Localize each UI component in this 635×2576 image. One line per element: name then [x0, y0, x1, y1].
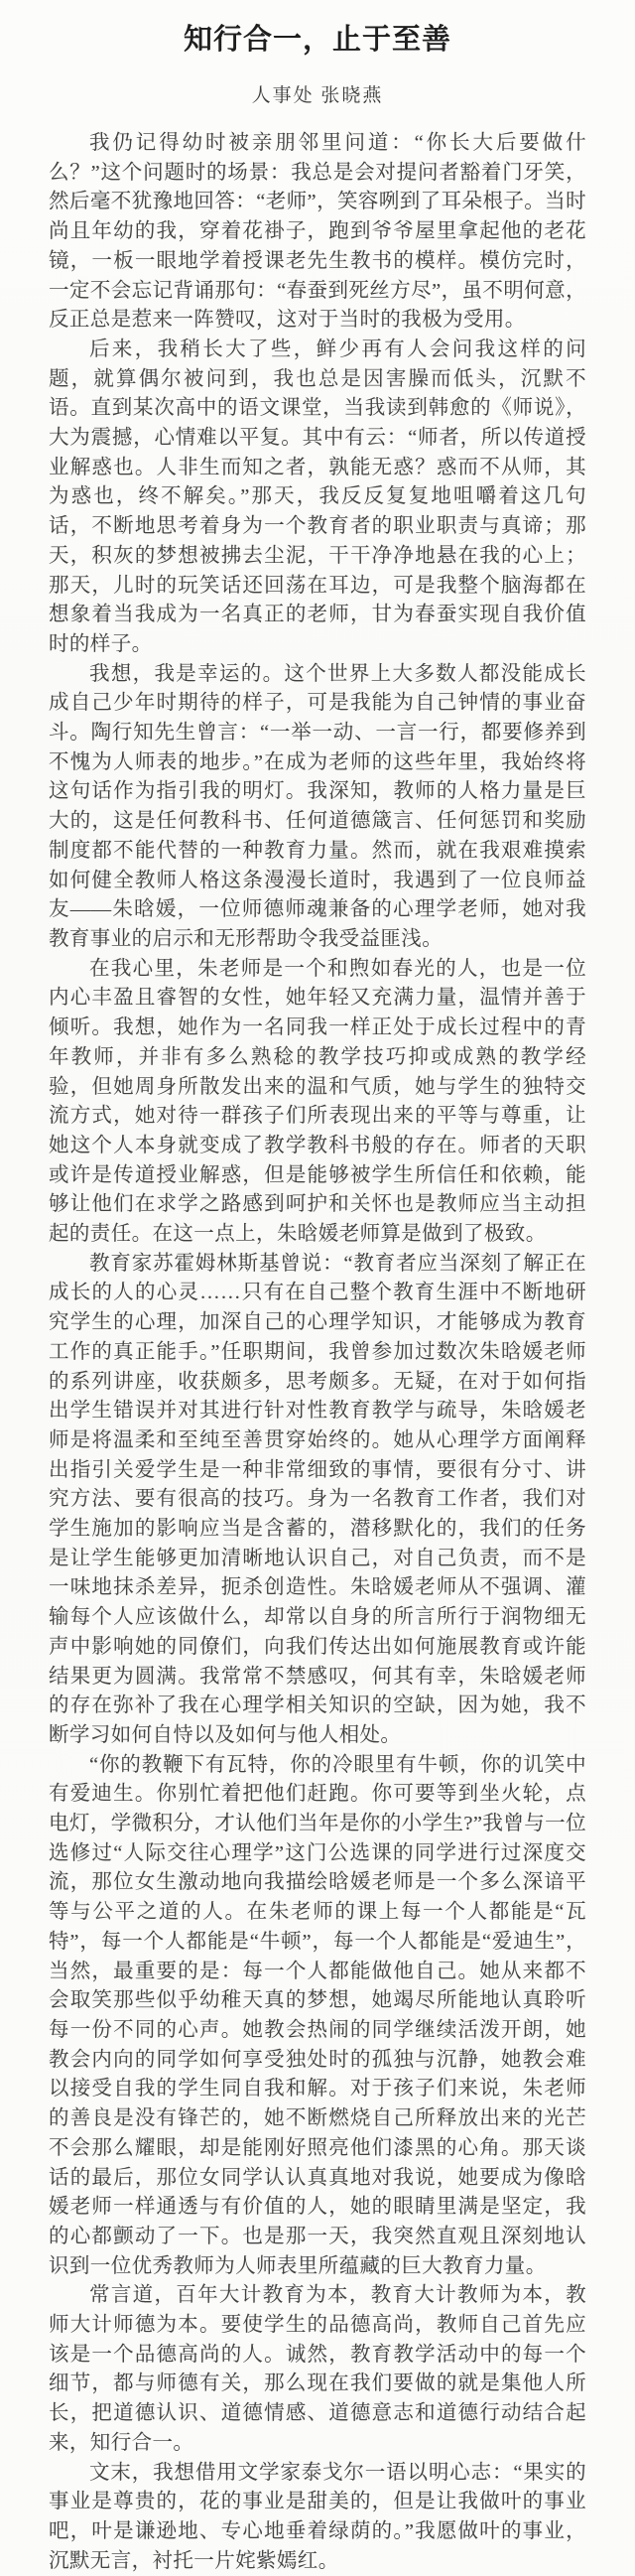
paragraph: 我仍记得幼时被亲朋邻里问道：“你长大后要做什么？”这个问题时的场景：我总是会对提问者豁着门牙笑，然后毫不犹豫地回答：“老师”，笑容咧到了耳朵根子。当时尚且年幼的我，穿着花褂子，跑到爷爷屋里拿起他的老花镜，一板一眼地学着授课老先生教书的模样。模仿完时，一定不会忘记背诵那句：“春蚕到死丝方尽”，虽不明何意，反正总是惹来一阵赞叹，这对于当时的我极为受用。: [49, 132, 586, 332]
paragraph: 后来，我稍长大了些，鲜少再有人会问我这样的问题，就算偶尔被问到，我也总是因害臊而低头，沉默不语。直到某次高中的语文课堂，当我读到韩愈的《师说》，大为震撼，心情难以平复。其中有云：“师者，所以传道授业解惑也。人非生而知之者，孰能无惑？惑而不从师，其为惑也，终不解矣。”那天，我反反复复地咀嚼着这几句话，不断地思考着身为一个教育者的职业职责与真谛；那天，积灰的梦想被拂去尘泥，干干净净地悬在我的心上；那天，儿时的玩笑话还回荡在耳边，可是我整个脑海都在想象着当我成为一名真正的老师，甘为春蚕实现自我价值时的样子。: [49, 338, 586, 655]
paragraph: 文末，我想借用文学家泰戈尔一语以明心志：“果实的事业是尊贵的，花的事业是甜美的，但是让我做叶的事业吧，叶是谦逊地、专心地垂着绿荫的。”我愿做叶的事业，沉默无言，衬托一片姹紫嫣红。: [49, 2461, 586, 2572]
page-title: 知行合一，止于至善: [183, 24, 451, 56]
paragraph: 常言道，百年大计教育为本，教育大计教师为本，教师大计师德为本。要使学生的品德高尚，教师自己首先应该是一个品德高尚的人。诚然，教育教学活动中的每一个细节，都与师德有关，那么现在我们要做的就是集他人所长，把道德认识、道德情感、道德意志和道德行动结合起来，知行合一。: [49, 2284, 586, 2454]
byline: 人事处 张晓燕: [251, 85, 384, 106]
document-body: [49, 129, 586, 2576]
paragraph: 在我心里，朱老师是一个和煦如春光的人，也是一位内心丰盈且睿智的女性，她年轻又充满力量，温情并善于倾听。我想，她作为一名同我一样正处于成长过程中的青年教师，并非有多么熟稔的教学技巧抑或成熟的教学经验，但她周身所散发出来的温和气质，她与学生的独特交流方式，她对待一群孩子们所表现出来的平等与尊重，让她这个人本身就变成了教学教科书般的存在。师者的天职或许是传道授业解惑，但是能够被学生所信任和依赖，能够让他们在求学之路感到呵护和关怀也是教师应当主动担起的责任。在这一点上，朱晗媛老师算是做到了极致。: [49, 957, 586, 1246]
paragraph: 我想，我是幸运的。这个世界上大多数人都没能成长成自己少年时期待的样子，可是我能为自己钟情的事业奋斗。陶行知先生曾言：“一举一动、一言一行，都要修养到不愧为人师表的地步。”在成为老师的这些年里，我始终将这句话作为指引我的明灯。我深知，教师的人格力量是巨大的，这是任何教科书、任何道德箴言、任何惩罚和奖励制度都不能代替的一种教育力量。然而，就在我艰难摸索如何健全教师人格这条漫漫长道时，我遇到了一位良师益友——朱晗媛，一位师德师魂兼备的心理学老师，她对我教育事业的启示和无形帮助令我受益匪浅。: [49, 662, 586, 950]
paragraph: 教育家苏霍姆林斯基曾说：“教育者应当深刻了解正在成长的人的心灵……只有在自己整个教育生涯中不断地研究学生的心理，加深自己的心理学知识，才能够成为教育工作的真正能手。”任职期间，我曾参加过数次朱晗媛老师的系列讲座，收获颇多，思考颇多。无疑，在对于如何指出学生错误并对其进行针对性教育教学与疏导，朱晗媛老师是将温柔和至纯至善贯穿始终的。她从心理学方面阐释出指引关爱学生是一种非常细致的事情，要很有分寸、讲究方法、要有很高的技巧。身为一名教育工作者，我们对学生施加的影响应当是含蓄的，潜移默化的，我们的任务是让学生能够更加清晰地认识自己，对自己负责，而不是一味地抹杀差异，扼杀创造性。朱晗媛老师从不强调、灌输每个人应该做什么，却常以自身的所言所行于润物细无声中影响她的同僚们，向我们传达出如何施展教育或许能结果更为圆满。我常常不禁感叹，何其有幸，朱晗媛老师的存在弥补了我在心理学相关知识的空缺，因为她，我不断学习如何自恃以及如何与他人相处。: [49, 1252, 586, 1746]
paragraph: “你的教鞭下有瓦特，你的冷眼里有牛顿，你的讥笑中有爱迪生。你别忙着把他们赶跑。你可要等到坐火轮，点电灯，学微积分，才认他们当年是你的小学生?”我曾与一位选修过“人际交往心理学”这门公选课的同学进行过深度交流，那位女生激动地向我描绘晗媛老师是一个多么深谙平等与公平之道的人。在朱老师的课上每一个人都能是“瓦特”，每一个人都能是“牛顿”，每一个人都能是“爱迪生”，当然，最重要的是：每一个人都能做他自己。她从来都不会取笑那些似乎幼稚天真的梦想，她竭尽所能地认真聆听每一份不同的心声。她教会热闹的同学继续活泼开朗，她教会内向的同学如何享受独处时的孤独与沉静，她教会难以接受自我的学生同自我和解。对于孩子们来说，朱老师的善良是没有锋芒的，她不断燃烧自己所释放出来的光芒不会那么耀眼，却是能刚好照亮他们漆黑的心角。那天谈话的最后，那位女同学认认真真地对我说，她要成为像晗媛老师一样通透与有价值的人，她的眼睛里满是坚定，我的心都颤动了一下。也是那一天，我突然直观且深刻地认识到一位优秀教师为人师表里所蕴藏的巨大教育力量。: [49, 1753, 586, 2277]
